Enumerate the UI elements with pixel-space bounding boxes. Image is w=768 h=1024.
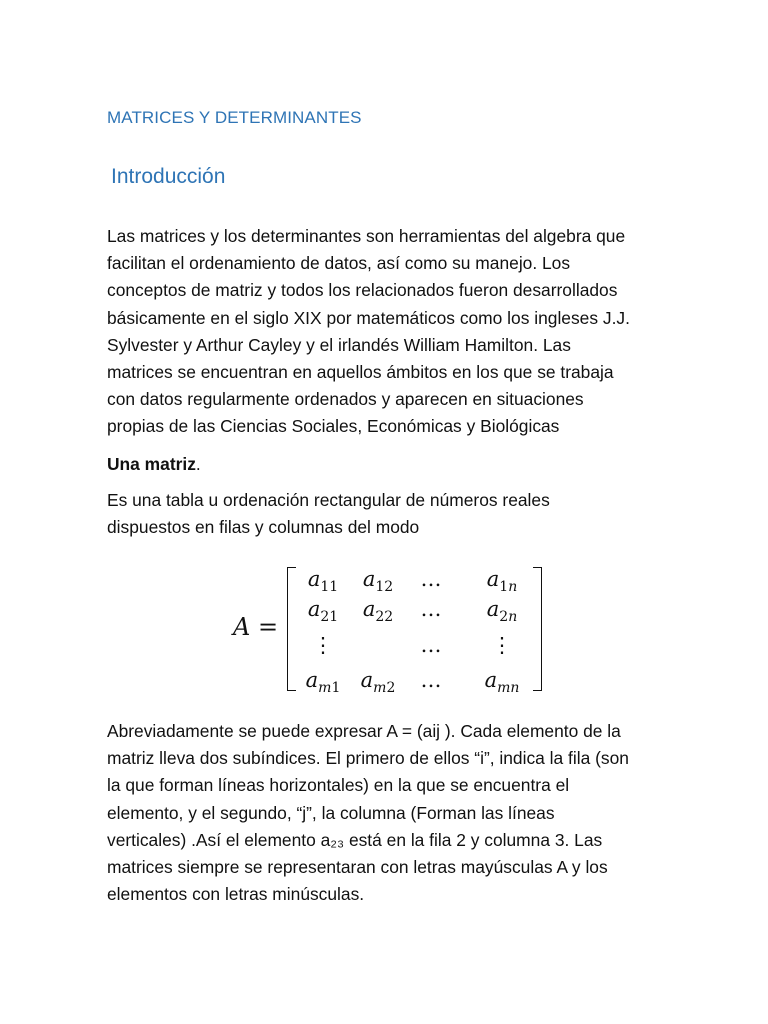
- matrix-lhs-equals: =: [250, 613, 279, 641]
- document-title: MATRICES Y DETERMINANTES: [107, 108, 362, 127]
- matrix-cell-r4-c2: $a_{m2}$: [360, 668, 396, 696]
- matrix-cell-r2-c1: $a_{21}$: [307, 597, 339, 625]
- matrix-lhs: [233, 613, 278, 641]
- intro-line: básicamente en el siglo XIX por matemáticos como los ingleses J.J.: [107, 307, 630, 328]
- matrix-subheading-bold: Una matriz: [107, 454, 196, 474]
- intro-paragraph: [107, 223, 687, 441]
- definition-line: dispuestos en filas y columnas del modo: [107, 517, 420, 538]
- abbrev-line: la que forman líneas horizontales) en la que se encuentra el: [107, 775, 570, 796]
- abbrev-line: verticales) .Así el elemento a₂₃ está en la fila 2 y columna 3. Las: [107, 829, 603, 850]
- intro-line: matrices se encuentran en aquellos ámbitos en los que se trabaja: [107, 362, 614, 383]
- matrix-cell-r2-c2: $a_{22}$: [362, 597, 394, 625]
- matrix-cell-r3-c1: ⋮: [312, 633, 334, 657]
- section-heading: Introducción: [111, 165, 226, 188]
- abbrev-line: elementos con letras minúsculas.: [107, 884, 365, 905]
- intro-line: propias de las Ciencias Sociales, Económicas y Biológicas: [107, 416, 560, 437]
- intro-line: Sylvester y Arthur Cayley y el irlandés William Hamilton. Las: [107, 334, 571, 355]
- definition-line: Es una tabla u ordenación rectangular de números reales: [107, 490, 550, 510]
- matrix-cell-r1-c2: $a_{12}$: [362, 567, 394, 595]
- matrix-equation: [230, 565, 550, 695]
- matrix-cell-r3-c3: …: [420, 633, 442, 657]
- matrix-cell-r1-c1: $a_{11}$: [307, 567, 339, 595]
- abbrev-line: matrices siempre se representaran con letras mayúsculas A y los: [107, 857, 608, 878]
- abbreviation-paragraph: [107, 718, 687, 908]
- intro-line: con datos regularmente ordenados y aparecen en situaciones: [107, 389, 584, 410]
- abbrev-line: elemento, y el segundo, “j”, la columna (Forman las líneas: [107, 802, 555, 823]
- matrix-lhs-variable: A: [233, 613, 251, 641]
- matrix-cell-r4-c4: $a_{mn}$: [484, 668, 520, 696]
- matrix-cell-r2-c3: …: [420, 597, 442, 621]
- matrix-cell-r1-c3: …: [420, 567, 442, 591]
- matrix-cell-r4-c3: …: [420, 668, 442, 692]
- intro-line: Las matrices y los determinantes son herramientas del algebra que: [107, 226, 626, 246]
- matrix-cell-r1-c4: $a_{1n}$: [486, 567, 518, 595]
- intro-line: facilitan el ordenamiento de datos, así como su manejo. Los: [107, 253, 571, 274]
- intro-line: conceptos de matriz y todos los relacionados fueron desarrollados: [107, 280, 618, 301]
- abbrev-line: Abreviadamente se puede expresar A = (aij ). Cada elemento de la: [107, 721, 621, 741]
- matrix-subheading: [107, 451, 687, 478]
- matrix-cell-r4-c1: $a_{m1}$: [305, 668, 341, 696]
- abbrev-line: matriz lleva dos subíndices. El primero de ellos “i”, indica la fila (son: [107, 748, 629, 769]
- matrix-cell-r3-c4: ⋮: [491, 633, 513, 657]
- matrix-cell-r2-c4: $a_{2n}$: [486, 597, 518, 625]
- definition-paragraph: [107, 487, 687, 541]
- matrix-subheading-suffix: .: [195, 454, 201, 474]
- matrix-right-bracket: [533, 567, 542, 691]
